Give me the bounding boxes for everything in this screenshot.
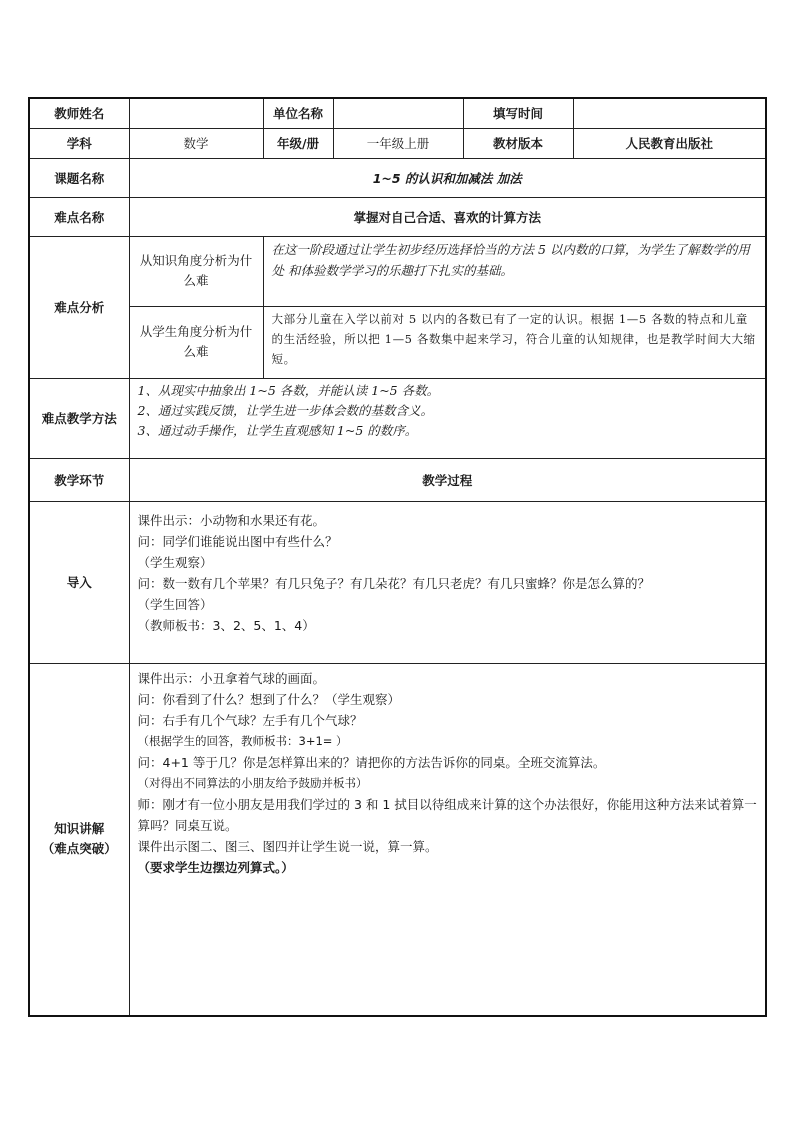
intro-line: 问：同学们谁能说出图中有些什么？ (137, 533, 338, 549)
knowledge-angle-text: 在这一阶段通过让学生初步经历选择恰当的方法 5 以内数的口算，为学生了解数学的用处 和体验数学学习的乐趣打下扎实的基础。 (263, 236, 766, 306)
stage-header: 教学环节 (29, 458, 129, 501)
explain-line: 问：你看到了什么？想到了什么？（学生观察） (137, 691, 401, 707)
methods-label: 难点教学方法 (29, 378, 129, 458)
explain-line: （根据学生的回答，教师板书：3+1= ） (137, 733, 348, 748)
lesson-plan-table (28, 97, 767, 1017)
row-teacher-info (29, 98, 766, 128)
method-item: 2、通过实践反馈，让学生进一步体会数的基数含义。 (137, 402, 433, 418)
subject-label: 学科 (29, 128, 129, 158)
explain-line: （对得出不同算法的小朋友给予鼓励并板书） (137, 775, 368, 790)
row-topic (29, 158, 766, 197)
explain-line: 课件出示：小丑拿着气球的画面。 (137, 670, 326, 686)
teacher-name-value (129, 98, 263, 128)
topic-label: 课题名称 (29, 158, 129, 197)
method-item: 1、从现实中抽象出 1~5 各数，并能认读 1~5 各数。 (137, 382, 440, 398)
student-angle-label: 从学生角度分析为什么难 (129, 306, 263, 378)
row-methods (29, 378, 766, 458)
knowledge-angle-label: 从知识角度分析为什么难 (129, 236, 263, 306)
edition-label: 教材版本 (463, 128, 573, 158)
intro-line: （学生回答） (137, 596, 213, 612)
grade-label: 年级/册 (263, 128, 333, 158)
explain-label (29, 663, 129, 1016)
row-subject-info (29, 128, 766, 158)
fill-date-label: 填写时间 (463, 98, 573, 128)
explain-line: 课件出示图二、图三、图四并让学生说一说，算一算。 (137, 838, 438, 854)
intro-line: （学生观察） (137, 554, 213, 570)
row-analysis-student (29, 306, 766, 378)
topic-value: 1~5 的认识和加减法 加法 (129, 158, 766, 197)
lesson-plan-sheet (28, 97, 765, 1017)
difficulty-label: 难点名称 (29, 197, 129, 236)
row-process-header (29, 458, 766, 501)
teacher-name-label: 教师姓名 (29, 98, 129, 128)
methods-list (129, 378, 766, 458)
explain-content (129, 663, 766, 1016)
explain-line: 师：刚才有一位小朋友是用我们学过的 3 和 1 拭目以待组成来计算的这个办法很好，你能用这种方法来试着算一算吗？同桌互说。 (137, 796, 757, 833)
intro-content (129, 501, 766, 663)
analysis-label: 难点分析 (29, 236, 129, 378)
difficulty-value: 掌握对自己合适、喜欢的计算方法 (129, 197, 766, 236)
explain-line: 问：4+1 等于几？你是怎样算出来的？请把你的方法告诉你的同桌。全班交流算法。 (137, 754, 606, 770)
method-item: 3、通过动手操作，让学生直观感知 1~5 的数序。 (137, 422, 418, 438)
row-explain (29, 663, 766, 1016)
row-intro (29, 501, 766, 663)
student-angle-text: 大部分儿童在入学以前对 5 以内的各数已有了一定的认识。根据 1—5 各数的特点和儿童的生活经验，所以把 1—5 各数集中起来学习，符合儿童的认知规律，也是教学时间大大缩短。 (263, 306, 766, 378)
process-header: 教学过程 (129, 458, 766, 501)
edition-value: 人民教育出版社 (573, 128, 766, 158)
row-difficulty (29, 197, 766, 236)
intro-line: （教师板书：3、2、5、1、4） (137, 617, 315, 633)
unit-name-value (333, 98, 463, 128)
explain-label-sub: （难点突破） (41, 841, 117, 857)
intro-label: 导入 (29, 501, 129, 663)
grade-value: 一年级上册 (333, 128, 463, 158)
explain-label-main: 知识讲解 (54, 821, 105, 837)
intro-line: 课件出示：小动物和水果还有花。 (137, 512, 326, 528)
explain-line: （要求学生边摆边列算式。） (137, 859, 294, 875)
unit-name-label: 单位名称 (263, 98, 333, 128)
explain-line: 问：右手有几个气球？左手有几个气球？ (137, 712, 363, 728)
row-analysis-knowledge (29, 236, 766, 306)
intro-line: 问：数一数有几个苹果？有几只兔子？有几朵花？有几只老虎？有几只蜜蜂？你是怎么算的？ (137, 575, 651, 591)
subject-value: 数学 (129, 128, 263, 158)
fill-date-value (573, 98, 766, 128)
